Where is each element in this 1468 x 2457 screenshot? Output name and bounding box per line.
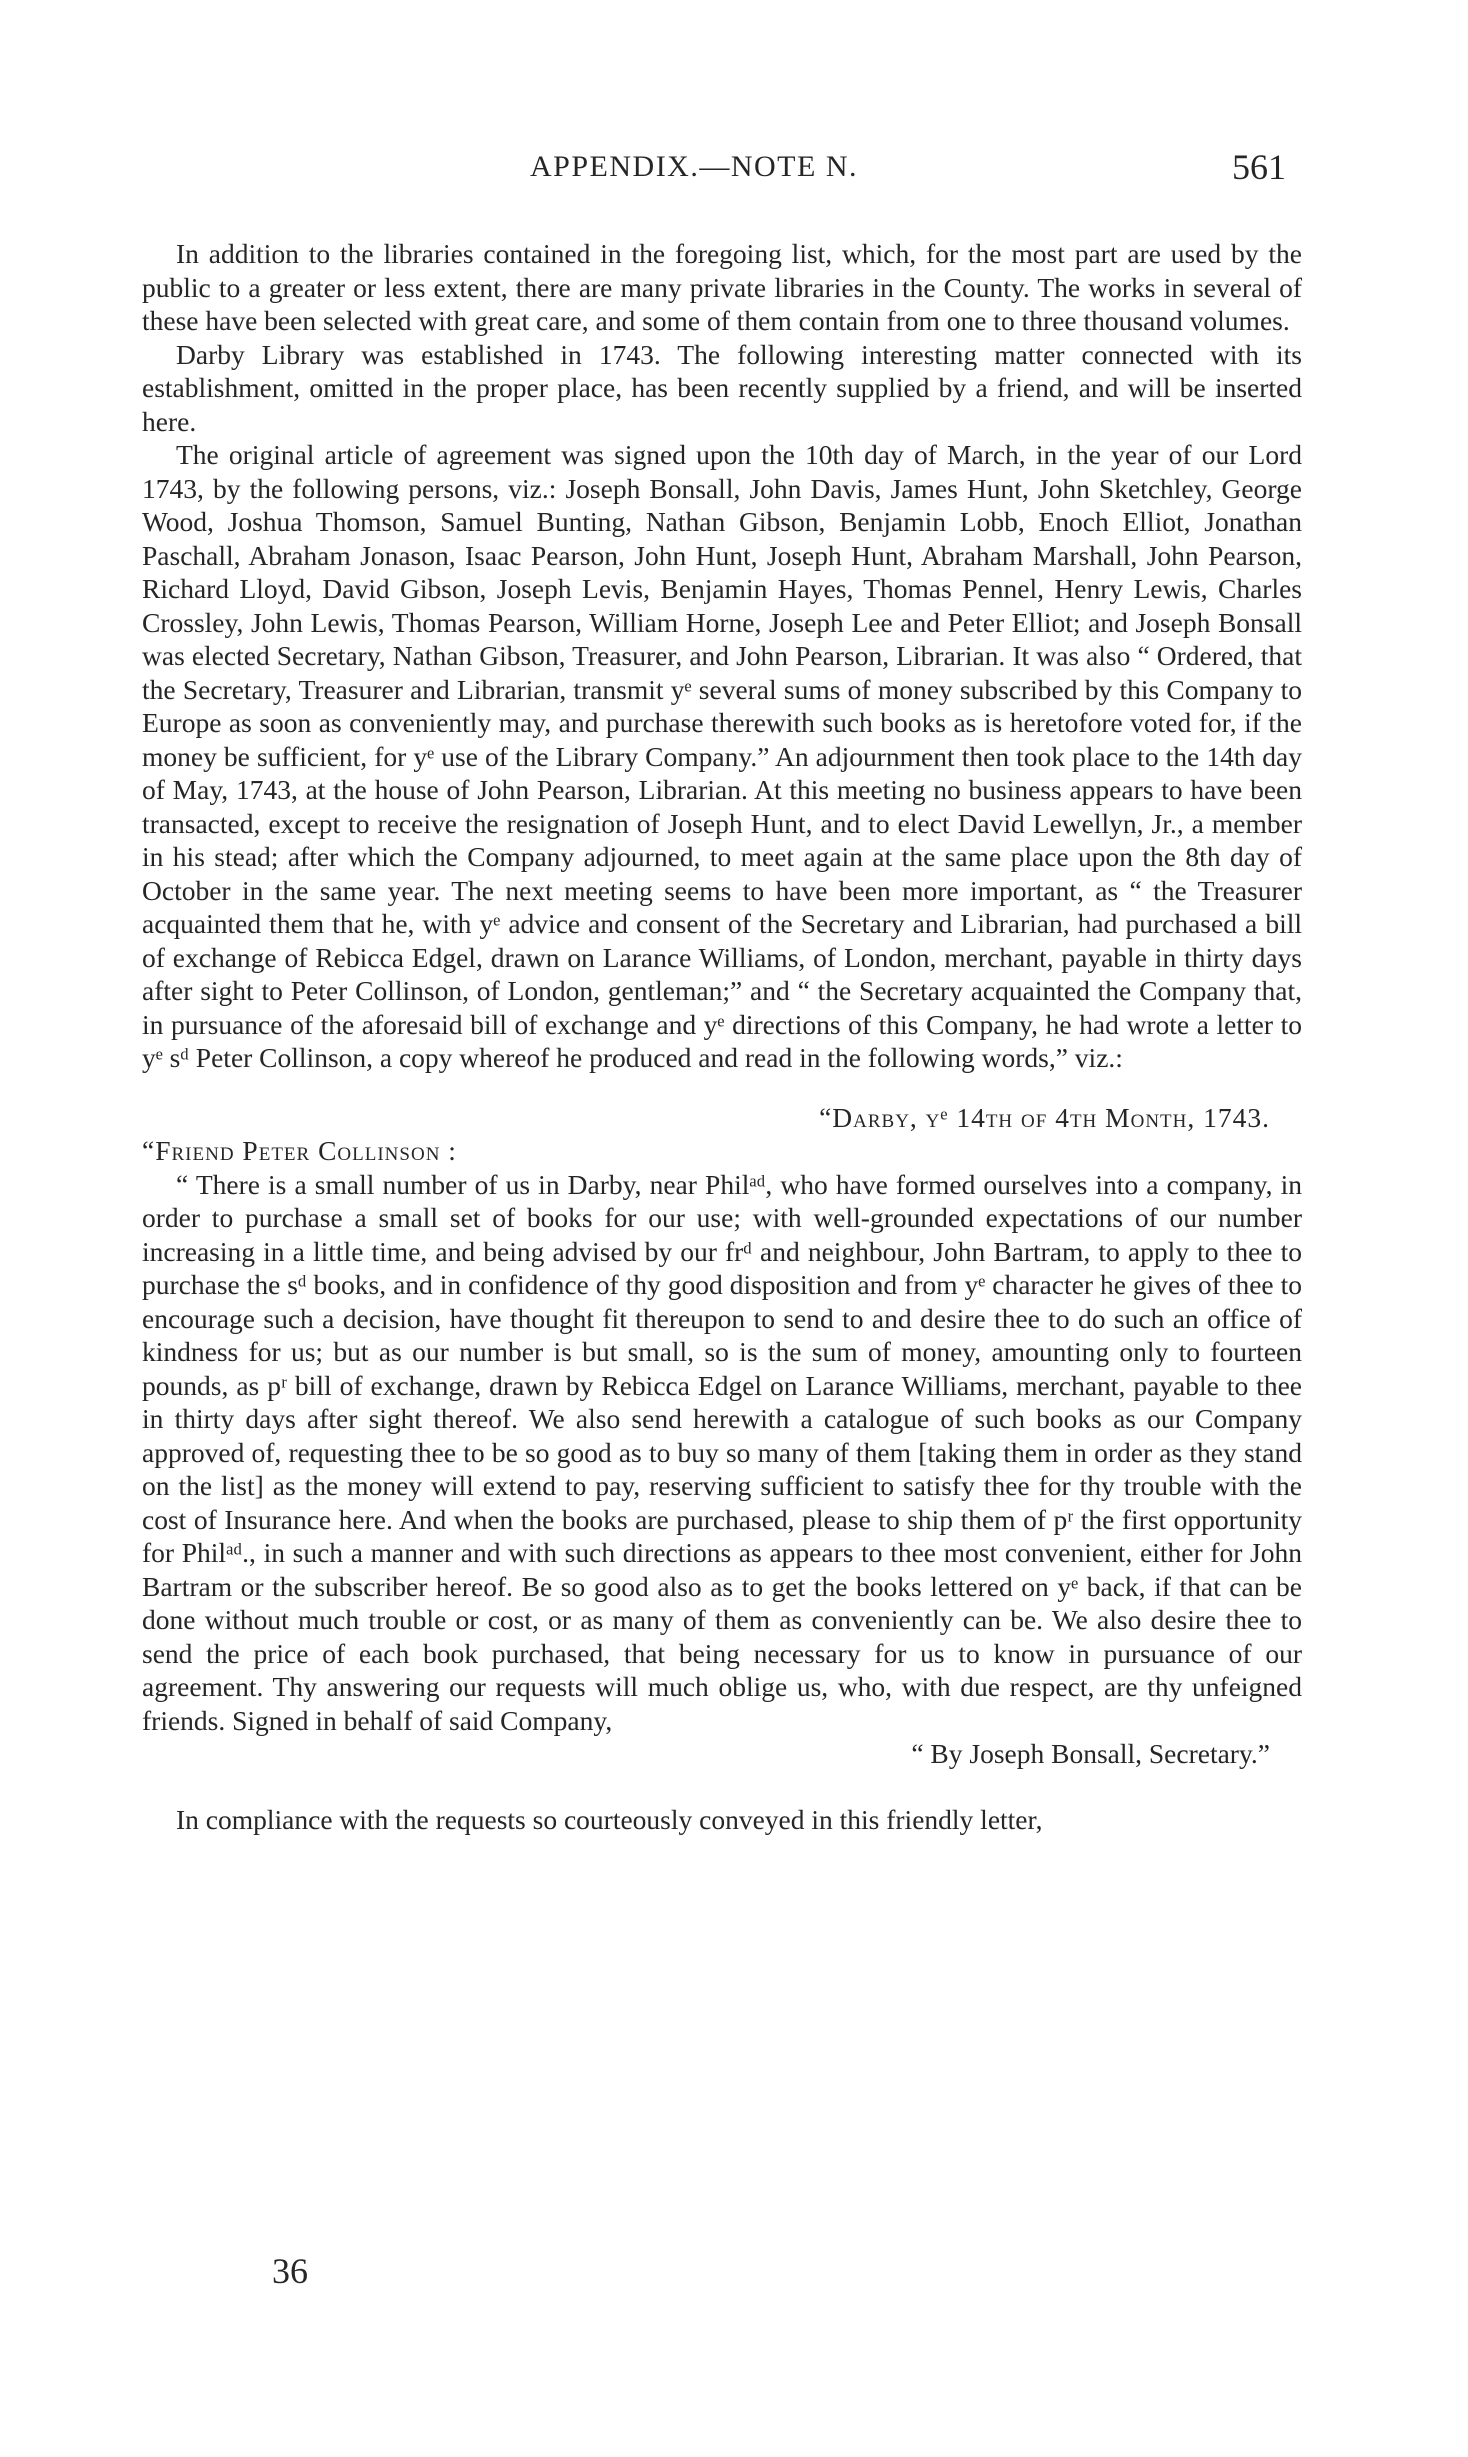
page-number: 561 bbox=[1232, 147, 1286, 187]
paragraph-agreement: The original article of agreement was signed upon the 10th day of March, in the year of our Lord 1743, by the following persons, viz.: Joseph Bonsall, John Davis, James Hunt, John Sketchley, George Wood, Joshua Thomson, Samuel Bunting, Nathan Gibson, Benjamin Lobb, Enoch Elliot, Jonathan Paschall, Abraham Jonason, Isaac Pearson, John Hunt, Joseph Hunt, Abraham Marshall, John Pearson, Richard Lloyd, David Gibson, Joseph Levis, Benjamin Hayes, Thomas Pennel, Henry Lewis, Charles Crossley, John Lewis, Thomas Pearson, William Horne, Joseph Lee and Peter Elliot; and Joseph Bonsall was elected Secretary, Nathan Gibson, Treasurer, and John Pearson, Librarian. It was also “ Ordered, that the Secretary, Treasurer and Librarian, transmit yᵉ several sums of money subscribed by this Company to Europe as soon as conveniently may, and purchase therewith such books as is heretofore voted for, if the money be sufficient, for yᵉ use of the Library Company.” An adjournment then took place to the 14th day of May, 1743, at the house of John Pearson, Librarian. At this meeting no business appears to have been transacted, except to receive the resignation of Joseph Hunt, and to elect David Lewellyn, Jr., a member in his stead; after which the Company adjourned, to meet again at the same place upon the 8th day of October in the same year. The next meeting seems to have been more important, as “ the Treasurer acquainted them that he, with yᵉ advice and consent of the Secretary and Librarian, had purchased a bill of exchange of Rebicca Edgel, drawn on Larance Williams, of London, merchant, payable in thirty days after sight to Peter Collinson, of London, gentleman;” and “ the Secretary acquainted the Company that, in pursuance of the aforesaid bill of exchange and yᵉ directions of this Company, he had wrote a letter to yᵉ sᵈ Peter Collinson, a copy whereof he produced and read in the following words,” viz.: bbox=[142, 439, 1302, 1073]
paragraph-darby-library: Darby Library was established in 1743. The following interesting matter connected with its establishment, omitted in the proper place, has been recently supplied by a friend, and will be inserted here. bbox=[142, 338, 1302, 437]
body-text bbox=[142, 237, 1302, 1836]
paragraph-compliance: In compliance with the requests so courteously conveyed in this friendly letter, bbox=[176, 1803, 1043, 1835]
letter-dateline: “Darby, yᵉ 14th of 4th Month, 1743. bbox=[819, 1101, 1270, 1133]
signature-mark: 36 bbox=[272, 2251, 308, 2291]
letter-body: “ There is a small number of us in Darby, near Philᵃᵈ, who have formed ourselves into a company, in order to purchase a small set of books for our use; with well-grounded expectations of our number increasing in a little time, and being advised by our frᵈ and neighbour, John Bartram, to apply to thee to purchase the sᵈ books, and in confidence of thy good disposition and from yᵉ character he gives of thee to encourage such a decision, have thought fit thereupon to send to and desire thee to do such an office of kindness for us; but as our number is but small, so is the sum of money, amounting only to fourteen pounds, as pʳ bill of exchange, drawn by Rebicca Edgel on Larance Williams, merchant, payable to thee in thirty days after sight thereof. We also send herewith a catalogue of such books as our Company approved of, requesting thee to be so good as to buy so many of them [taking them in order as they stand on the list] as the money will extend to pay, reserving sufficient to satisfy thee for thy trouble with the cost of Insurance here. And when the books are purchased, please to ship them of pʳ the first opportunity for Philᵃᵈ., in such a manner and with such directions as appears to thee most convenient, either for John Bartram or the subscriber hereof. Be so good also as to get the books lettered on yᵉ back, if that can be done without much trouble or cost, or as many of them as conveniently can be. We also desire thee to send the price of each book purchased, that being necessary for us to know in pursuance of our agreement. Thy answering our requests will much oblige us, who, with due respect, are thy unfeigned friends. Signed in behalf of said Company, bbox=[142, 1168, 1302, 1736]
letter-salutation: “Friend Peter Collinson : bbox=[142, 1135, 457, 1166]
letter-signature: “ By Joseph Bonsall, Secretary.” bbox=[911, 1738, 1270, 1769]
paragraph-private-libraries: In addition to the libraries contained in the foregoing list, which, for the most part are used by the public to a greater or less extent, there are many private libraries in the County. The works in several of these have been selected with great care, and some of them contain from one to three thousand volumes. bbox=[142, 238, 1302, 336]
running-title: APPENDIX.—NOTE N. bbox=[530, 150, 858, 183]
